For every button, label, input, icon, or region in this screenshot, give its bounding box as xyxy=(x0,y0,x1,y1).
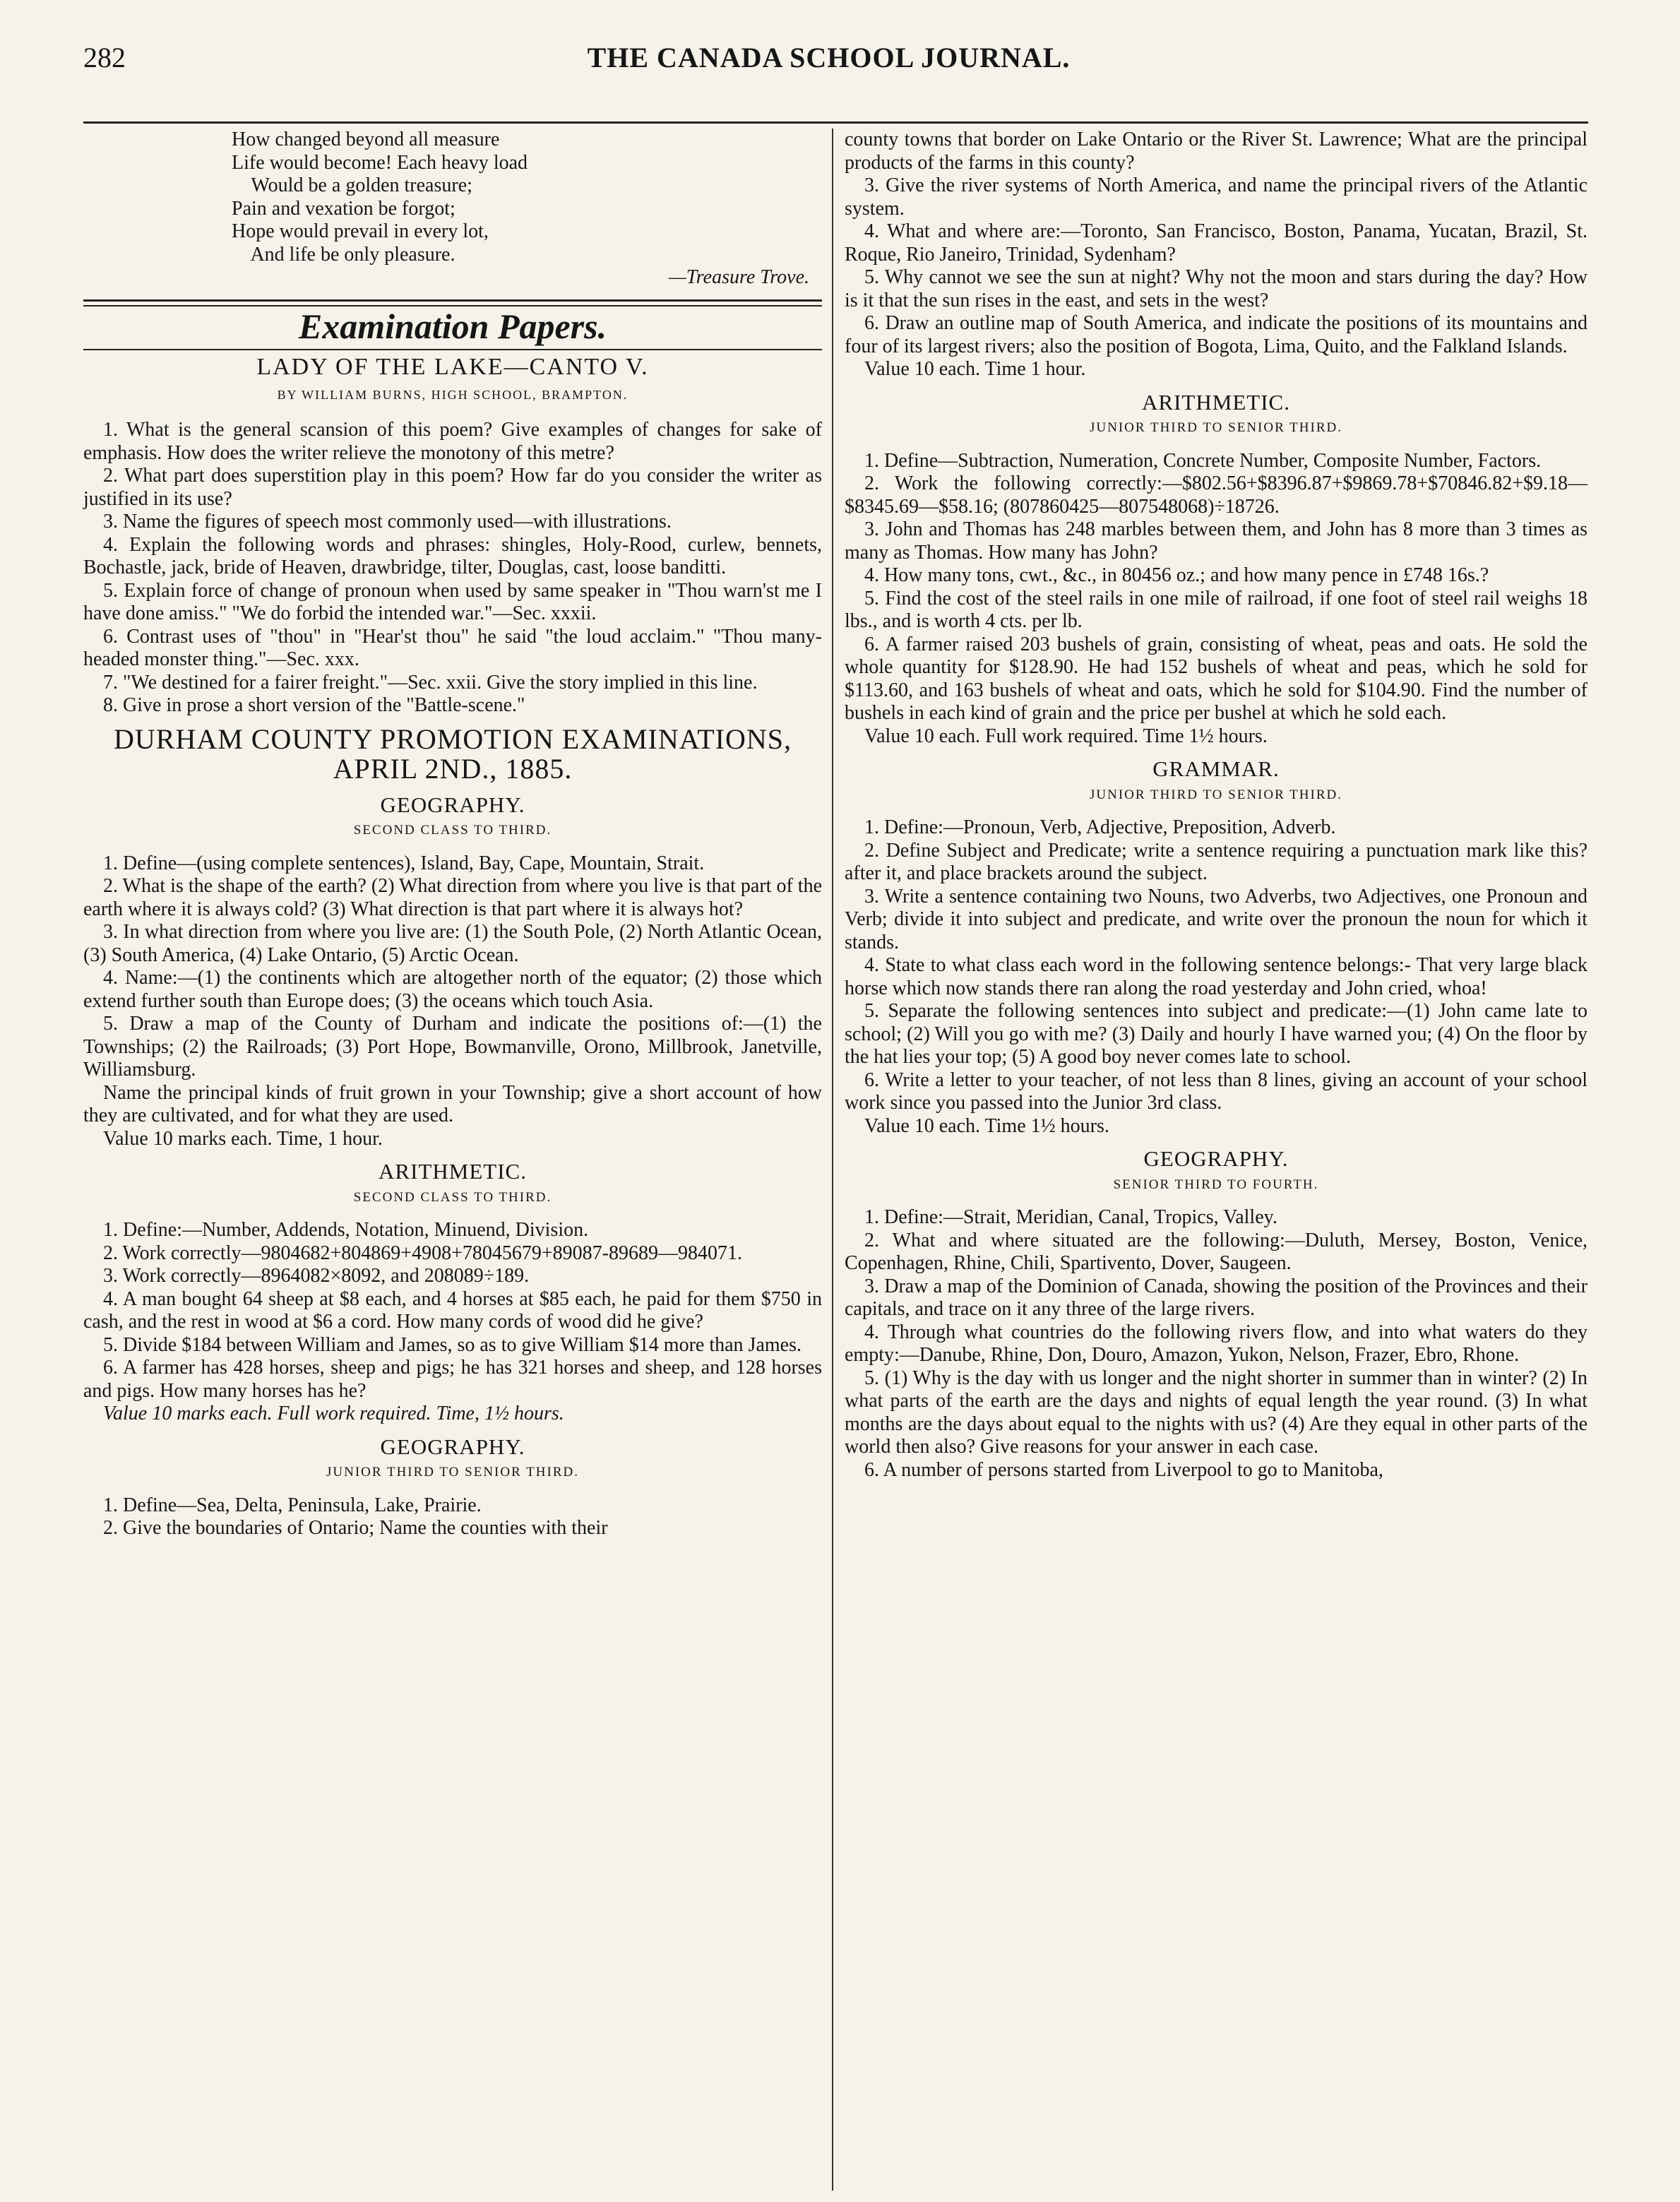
poem xyxy=(232,129,822,266)
grammar-subheading: JUNIOR THIRD TO SENIOR THIRD. xyxy=(1090,787,1342,802)
value-line: Value 10 each. Time 1 hour. xyxy=(864,358,1086,380)
poem-attribution: —Treasure Trove. xyxy=(668,266,809,288)
question: 2. Give the boundaries of Ontario; Name the counties with their xyxy=(103,1517,608,1539)
question: 5. Draw a map of the County of Durham and indicate the positions of:—(1) the Townships; (2) the Railroads; (3) Port Hope, Bowmanville, Orono, Millbrook, Janetville, Williamsburg. xyxy=(83,1013,822,1081)
question: 5. Why cannot we see the sun at night? Why not the moon and stars during the day? How is it that the sun rises in the east, and sets in the west? xyxy=(845,266,1587,311)
double-rule xyxy=(83,299,822,307)
arithmetic-second-subheading: SECOND CLASS TO THIRD. xyxy=(353,1189,552,1205)
right-column xyxy=(845,129,1587,1482)
question: 6. A farmer has 428 horses, sheep and pigs; he has 321 horses and sheep, and 128 horses and pigs. How many horses has he? xyxy=(83,1357,822,1402)
geography-second-subheading: SECOND CLASS TO THIRD. xyxy=(353,823,552,838)
question: 2. What is the shape of the earth? (2) What direction from where you live is that part of the earth where it is always cold? (3) What direction is that part where it is always hot? xyxy=(83,875,822,920)
question: 3. In what direction from where you live are: (1) the South Pole, (2) North Atlantic Ocean, (3) South America, (4) Lake Ontario, (5) Arctic Ocean. xyxy=(83,921,822,966)
poem-line: And life be only pleasure. xyxy=(232,243,455,266)
column-divider xyxy=(832,129,833,2191)
arithmetic-junior-subheading: JUNIOR THIRD TO SENIOR THIRD. xyxy=(1090,420,1342,435)
question: 1. Define:—Pronoun, Verb, Adjective, Preposition, Adverb. xyxy=(864,816,1336,838)
question: 2. What part does superstition play in this poem? How far do you consider the writer as justified in its use? xyxy=(83,465,822,510)
question: 3. Write a sentence containing two Nouns, two Adverbs, two Adjectives, one Pronoun and Verb; divide it into subject and predicate, and write over the pronoun the noun for which it stands. xyxy=(845,885,1587,953)
question: 1. Define:—Strait, Meridian, Canal, Tropics, Valley. xyxy=(864,1206,1277,1228)
question: 3. Work correctly—8964082×8092, and 208089÷189. xyxy=(103,1265,530,1287)
question: 2. What and where situated are the following:—Duluth, Mersey, Boston, Venice, Copenhagen, Rhine, Chili, Spartivento, Dover, Saugeen. xyxy=(845,1229,1587,1274)
value-line: Value 10 marks each. Time, 1 hour. xyxy=(103,1127,383,1150)
geography-senior-subheading: SENIOR THIRD TO FOURTH. xyxy=(1113,1177,1319,1192)
question: 6. Draw an outline map of South America, and indicate the positions of its mountains and four of its largest rivers; also the position of Bogota, Lima, Quito, and the Falkland Islands. xyxy=(845,312,1587,357)
left-column xyxy=(83,129,822,1540)
question: 4. Through what countries do the following rivers flow, and into what waters do they empty:—Danube, Rhine, Don, Douro, Amazon, Yukon, Nelson, Frazer, Ebro, Rhone. xyxy=(845,1321,1587,1366)
question: 5. Explain force of change of pronoun when used by same speaker in "Thou warn'st me I have done amiss." "We do forbid the intended war."—Sec. xxxii. xyxy=(83,579,822,624)
question: 1. Define:—Number, Addends, Notation, Minuend, Division. xyxy=(103,1219,589,1241)
question: 4. State to what class each word in the following sentence belongs:- That very large black horse which now stands there ran along the road yesterday and John cried, whoa! xyxy=(845,954,1587,999)
section-title: Examination Papers. xyxy=(298,306,607,346)
question: 4. Explain the following words and phrases: shingles, Holy-Rood, curlew, bennets, Bochastle, jack, bride of Heaven, drawbridge, tilter, Douglas, cast, loose banditti. xyxy=(83,533,822,578)
question: 1. What is the general scansion of this poem? Give examples of changes for sake of emphasis. How does the writer relieve the monotony of this metre? xyxy=(83,419,822,464)
geography-junior-heading: GEOGRAPHY. xyxy=(380,1434,525,1459)
poem-line: Pain and vexation be forgot; xyxy=(232,197,455,220)
geography-senior-heading: GEOGRAPHY. xyxy=(1143,1146,1289,1171)
journal-title: THE CANADA SCHOOL JOURNAL. xyxy=(587,42,1071,73)
question: Name the principal kinds of fruit grown in your Township; give a short account of how they are cultivated, and for what they are used. xyxy=(83,1081,822,1126)
question: 2. Define Subject and Predicate; write a sentence requiring a punctuation mark like this? after it, and place brackets around the subject. xyxy=(845,839,1587,884)
question: 1. Define—(using complete sentences), Island, Bay, Cape, Mountain, Strait. xyxy=(103,852,705,874)
page-number: 282 xyxy=(83,42,126,73)
geography-junior-subheading: JUNIOR THIRD TO SENIOR THIRD. xyxy=(326,1465,579,1480)
lady-of-the-lake-heading: LADY OF THE LAKE—CANTO V. xyxy=(256,354,649,380)
arithmetic-junior-heading: ARITHMETIC. xyxy=(1142,389,1290,415)
question: 4. What and where are:—Toronto, San Francisco, Boston, Panama, Yucatan, Brazil, St. Roque, Rio Janeiro, Trinidad, Sydenham? xyxy=(845,220,1587,266)
question: county towns that border on Lake Ontario or the River St. Lawrence; What are the principal products of the farms in this county? xyxy=(845,129,1587,174)
poem-line: Hope would prevail in every lot, xyxy=(232,220,489,242)
question: 3. Give the river systems of North America, and name the principal rivers of the Atlantic system. xyxy=(845,174,1587,220)
question: 1. Define—Subtraction, Numeration, Concrete Number, Composite Number, Factors. xyxy=(864,449,1542,472)
question: 5. Find the cost of the steel rails in one mile of railroad, if one foot of steel rail weighs 18 lbs., and is worth 4 cts. per lb. xyxy=(845,587,1587,632)
question: 5. Separate the following sentences into subject and predicate:—(1) John came late to school; (2) Will you go with me? (3) Daily and hourly I have warned you; (4) On the floor by the hat lies your top; (5) A good boy never comes late to school. xyxy=(845,1000,1587,1068)
poem-line: Would be a golden treasure; xyxy=(232,174,472,196)
question: 8. Give in prose a short version of the "Battle-scene." xyxy=(103,694,525,716)
page-header xyxy=(83,41,1574,83)
question: 7. "We destined for a fairer freight."—Sec. xxii. Give the story implied in this line. xyxy=(103,671,758,694)
poem-line: Life would become! Each heavy load xyxy=(232,151,528,174)
header-rule xyxy=(83,121,1588,124)
question: 5. Divide $184 between William and James, so as to give William $14 more than James. xyxy=(103,1333,802,1356)
question: 4. Name:—(1) the continents which are altogether north of the equator; (2) those which extend further south than Europe does; (3) the oceans which touch Asia. xyxy=(83,967,822,1012)
poem-line: How changed beyond all measure xyxy=(232,129,500,150)
question: 6. A farmer raised 203 bushels of grain, consisting of wheat, peas and oats. He sold the whole quantity for $128.90. He had 152 bushels of wheat and peas, which he sold for $113.60, and 163 bushels of wheat and oats, which he sold for $104.90. Find the number of bushels in each kind of grain and the price per bushel at which he sold each. xyxy=(845,633,1587,724)
durham-heading: DURHAM COUNTY PROMOTION EXAMINATIONS, APRIL 2ND., 1885. xyxy=(114,722,792,785)
question: 3. John and Thomas has 248 marbles between them, and John has 8 more than 3 times as many as Thomas. How many has John? xyxy=(845,518,1587,564)
question: 3. Name the figures of speech most commonly used—with illustrations. xyxy=(103,511,672,532)
question: 1. Define—Sea, Delta, Peninsula, Lake, Prairie. xyxy=(103,1494,482,1516)
grammar-heading: GRAMMAR. xyxy=(1152,756,1280,781)
section-rule xyxy=(83,349,822,350)
question: 3. Draw a map of the Dominion of Canada, showing the position of the Provinces and their capitals, and trace on it any three of the large rivers. xyxy=(845,1275,1587,1320)
question: 2. Work correctly—9804682+804869+4908+78045679+89087-89689—984071. xyxy=(103,1242,742,1264)
value-line: Value 10 each. Time 1½ hours. xyxy=(864,1114,1109,1137)
value-line: Value 10 marks each. Full work required. Time, 1½ hours. xyxy=(103,1403,564,1424)
question: 6. A number of persons started from Liverpool to go to Manitoba, xyxy=(864,1458,1383,1481)
question: 4. A man bought 64 sheep at $8 each, and 4 horses at $85 each, he paid for them $750 in cash, and the rest in wood at $6 a cord. How many cords of wood did he give? xyxy=(83,1287,822,1333)
question: 2. Work the following correctly:—$802.56+$8396.87+$9869.78+$70846.82+$9.18—$8345.69—$58.16; (807860425—807548068)÷18726. xyxy=(845,472,1587,518)
question: 6. Contrast uses of "thou" in "Hear'st thou" he said "the loud acclaim." "Thou many-headed monster thing."—Sec. xxx. xyxy=(83,625,822,670)
question: 5. (1) Why is the day with us longer and the night shorter in summer than in winter? (2) In what parts of the earth are the days and nights of equal length the year round. (3) In what months are the days about equal to the nights with us? (4) Are they equal in other parts of the world then also? Give reasons for your answer in each case. xyxy=(845,1367,1587,1458)
geography-second-heading: GEOGRAPHY. xyxy=(380,792,525,817)
lady-byline: BY WILLIAM BURNS, HIGH SCHOOL, BRAMPTON. xyxy=(277,387,628,402)
value-line: Value 10 each. Full work required. Time 1½ hours. xyxy=(864,725,1268,747)
question: 6. Write a letter to your teacher, of not less than 8 lines, giving an account of your school work since you passed into the Junior 3rd class. xyxy=(845,1069,1587,1114)
arithmetic-second-heading: ARITHMETIC. xyxy=(379,1159,527,1184)
question: 4. How many tons, cwt., &c., in 80456 oz.; and how many pence in £748 16s.? xyxy=(864,564,1489,586)
